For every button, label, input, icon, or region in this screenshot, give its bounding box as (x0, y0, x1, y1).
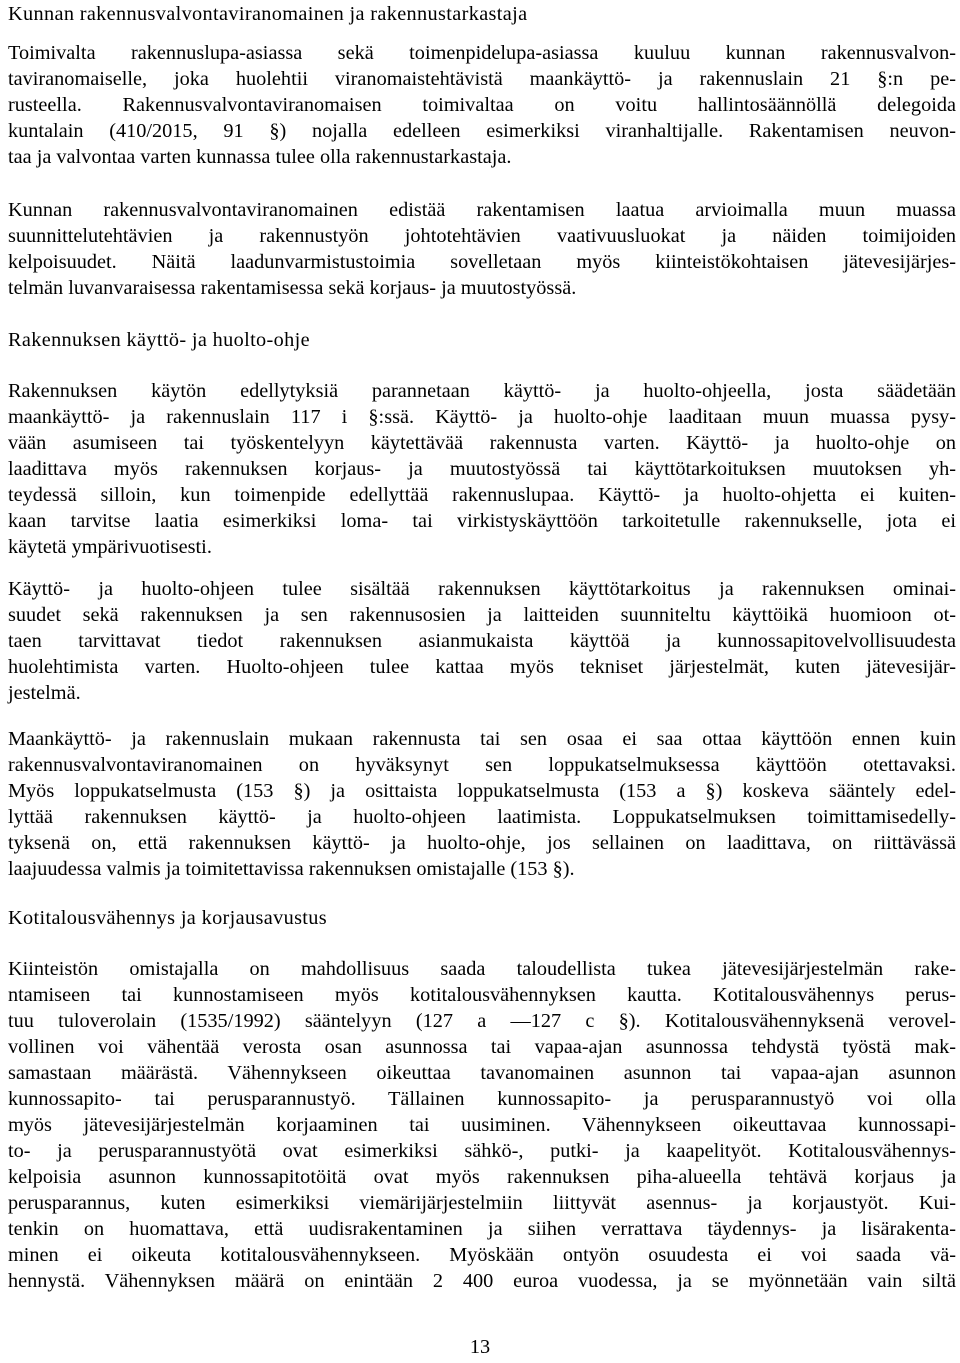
text-line: minen ei oikeuta kotitalousvähennykseen. Myöskään ontyön osuudesta ei voi saada vä- (8, 1244, 956, 1266)
text-line: kaan tarvitse laatia esimerkiksi loma- tai virkistyskäyttöön tarkoitetulle rakennukselle, jota ei (8, 510, 956, 532)
text-line: vollinen voi vähentää verosta osan asunnossa tai vapaa-ajan asunnossa tehdystä työstä mak- (8, 1036, 956, 1058)
text-line: taa ja valvontaa varten kunnassa tulee olla rakennustarkastaja. (8, 146, 512, 168)
section-heading: Kotitalousvähennys ja korjausavustus (8, 907, 328, 929)
text-line: Rakennuksen käytön edellytyksiä parannetaan käyttö- ja huolto-ohjeella, josta säädetään (8, 380, 956, 402)
text-line: Toimivalta rakennuslupa-asiassa sekä toimenpidelupa-asiassa kuuluu kunnan rakennusvalvon- (8, 42, 956, 64)
paragraph (8, 576, 956, 706)
text-line: Kunnan rakennusvalvontaviranomainen edistää rakentamisen laatua arvioimalla muun muassa (8, 199, 956, 221)
text-line: teydessä silloin, kun toimenpide edellyttää rakennuslupaa. Käyttö- ja huolto-ohjetta ei kuiten- (8, 484, 956, 506)
paragraph (8, 40, 956, 170)
section-heading: Rakennuksen käyttö- ja huolto-ohje (8, 329, 310, 351)
text-line: perusparannus, kuten esimerkiksi viemärijärjestelmiin liittyvät asennus- ja korjaustyöt. Kui- (8, 1192, 956, 1214)
text-line: Myös loppukatselmusta (153 §) ja osittaista loppukatselmusta (153 a §) koskeva sääntely edel- (8, 780, 956, 802)
text-line: tyksenä on, että rakennuksen käyttö- ja huolto-ohje, jos sellainen on laadittava, on riittävässä (8, 832, 956, 854)
text-line: myös jätevesijärjestelmän korjaaminen tai uusiminen. Vähennykseen oikeuttavaa kunnossapi- (8, 1114, 956, 1136)
paragraph (8, 726, 956, 882)
text-line: taen tarvittavat tiedot rakennuksen asianmukaista käyttöä ja kunnossapitovelvollisuudesta (8, 630, 956, 652)
text-line: suudet sekä rakennuksen ja sen rakennusosien ja laitteiden suunniteltu käyttöikä huomioon ot- (8, 604, 956, 626)
text-line: käytetä ympärivuotisesti. (8, 536, 212, 558)
text-line: huolehtimista varten. Huolto-ohjeen tulee kattaa myös tekniset järjestelmät, kuten jätevesijär- (8, 656, 956, 678)
text-line: Kiinteistön omistajalla on mahdollisuus saada taloudellista tukea jätevesijärjestelmän rake- (8, 958, 956, 980)
text-line: kuntalain (410/2015, 91 §) nojalla edelleen esimerkiksi viranhaltijalle. Rakentamisen neuvon- (8, 120, 956, 142)
text-line: Käyttö- ja huolto-ohjeen tulee sisältää rakennuksen käyttötarkoitus ja rakennuksen ominai- (8, 578, 956, 600)
text-line: maankäyttö- ja rakennuslain 117 i §:ssä. Käyttö- ja huolto-ohje laaditaan muun muassa pysy- (8, 406, 956, 428)
text-line: rusteella. Rakennusvalvontaviranomaisen toimivaltaa on voitu hallintosäännöllä delegoida (8, 94, 956, 116)
section-heading: Kunnan rakennusvalvontaviranomainen ja rakennustarkastaja (8, 3, 528, 25)
text-line: hennystä. Vähennyksen määrä on enintään 2 400 euroa vuodessa, ja se myönnetään vain siltä (8, 1270, 956, 1292)
text-line: Maankäyttö- ja rakennuslain mukaan rakennusta tai sen osaa ei saa ottaa käyttöön ennen kuin (8, 728, 956, 750)
text-line: ntamiseen tai kunnostamiseen myös kotitalousvähennyksen kautta. Kotitalousvähennys perus- (8, 984, 956, 1006)
text-line: kunnossapito- tai perusparannustyö. Tällainen kunnossapito- ja perusparannustyö voi olla (8, 1088, 956, 1110)
text-line: taviranomaiselle, joka huolehtii viranomaistehtävistä maankäyttö- ja rakennuslain 21 §:n pe- (8, 68, 956, 90)
text-line: rakennusvalvontaviranomainen on hyväksynyt sen loppukatselmuksessa käyttöön otettavaksi. (8, 754, 956, 776)
text-line: telmän luvanvaraisessa rakentamisessa sekä korjaus- ja muutostyössä. (8, 277, 577, 299)
paragraph (8, 956, 956, 1294)
paragraph (8, 378, 956, 560)
text-line: kelpoisuudet. Näitä laadunvarmistustoimia sovelletaan myös kiinteistökohtaisen jätevesijärjes- (8, 251, 956, 273)
text-line: vään asumiseen tai työskentelyyn käytettävää rakennusta varten. Käyttö- ja huolto-ohje on (8, 432, 956, 454)
paragraph (8, 197, 956, 301)
text-line: samastaan määrästä. Vähennykseen oikeuttaa tavanomainen asunnon tai vapaa-ajan asunnon (8, 1062, 956, 1084)
text-line: jestelmä. (8, 682, 81, 704)
text-line: tuu tuloverolain (1535/1992) sääntelyyn (127 a —127 c §). Kotitalousvähennyksenä verovel- (8, 1010, 956, 1032)
text-line: suunnittelutehtävien ja rakennustyön johtotehtävien vaativuusluokat ja näiden toimijoiden (8, 225, 956, 247)
text-line: laadittava myös rakennuksen korjaus- ja muutostyössä tai käyttötarkoituksen muutoksen yh- (8, 458, 956, 480)
text-line: to- ja perusparannustyötä ovat esimerkiksi sähkö-, putki- ja kaapelityöt. Kotitalousvähennys- (8, 1140, 956, 1162)
text-line: kelpoisia asunnon kunnossapitotöitä ovat myös rakennuksen piha-alueella tehtävä korjaus ja (8, 1166, 956, 1188)
text-line: laajuudessa valmis ja toimitettavissa rakennuksen omistajalle (153 §). (8, 858, 575, 880)
page-number: 13 (469, 1336, 491, 1358)
text-line: tenkin on huomattava, että uudisrakentaminen ja siihen verrattava täydennys- ja lisärakenta- (8, 1218, 956, 1240)
text-line: lyttää rakennuksen käyttö- ja huolto-ohjeen laatimista. Loppukatselmuksen toimittamisedelly- (8, 806, 956, 828)
